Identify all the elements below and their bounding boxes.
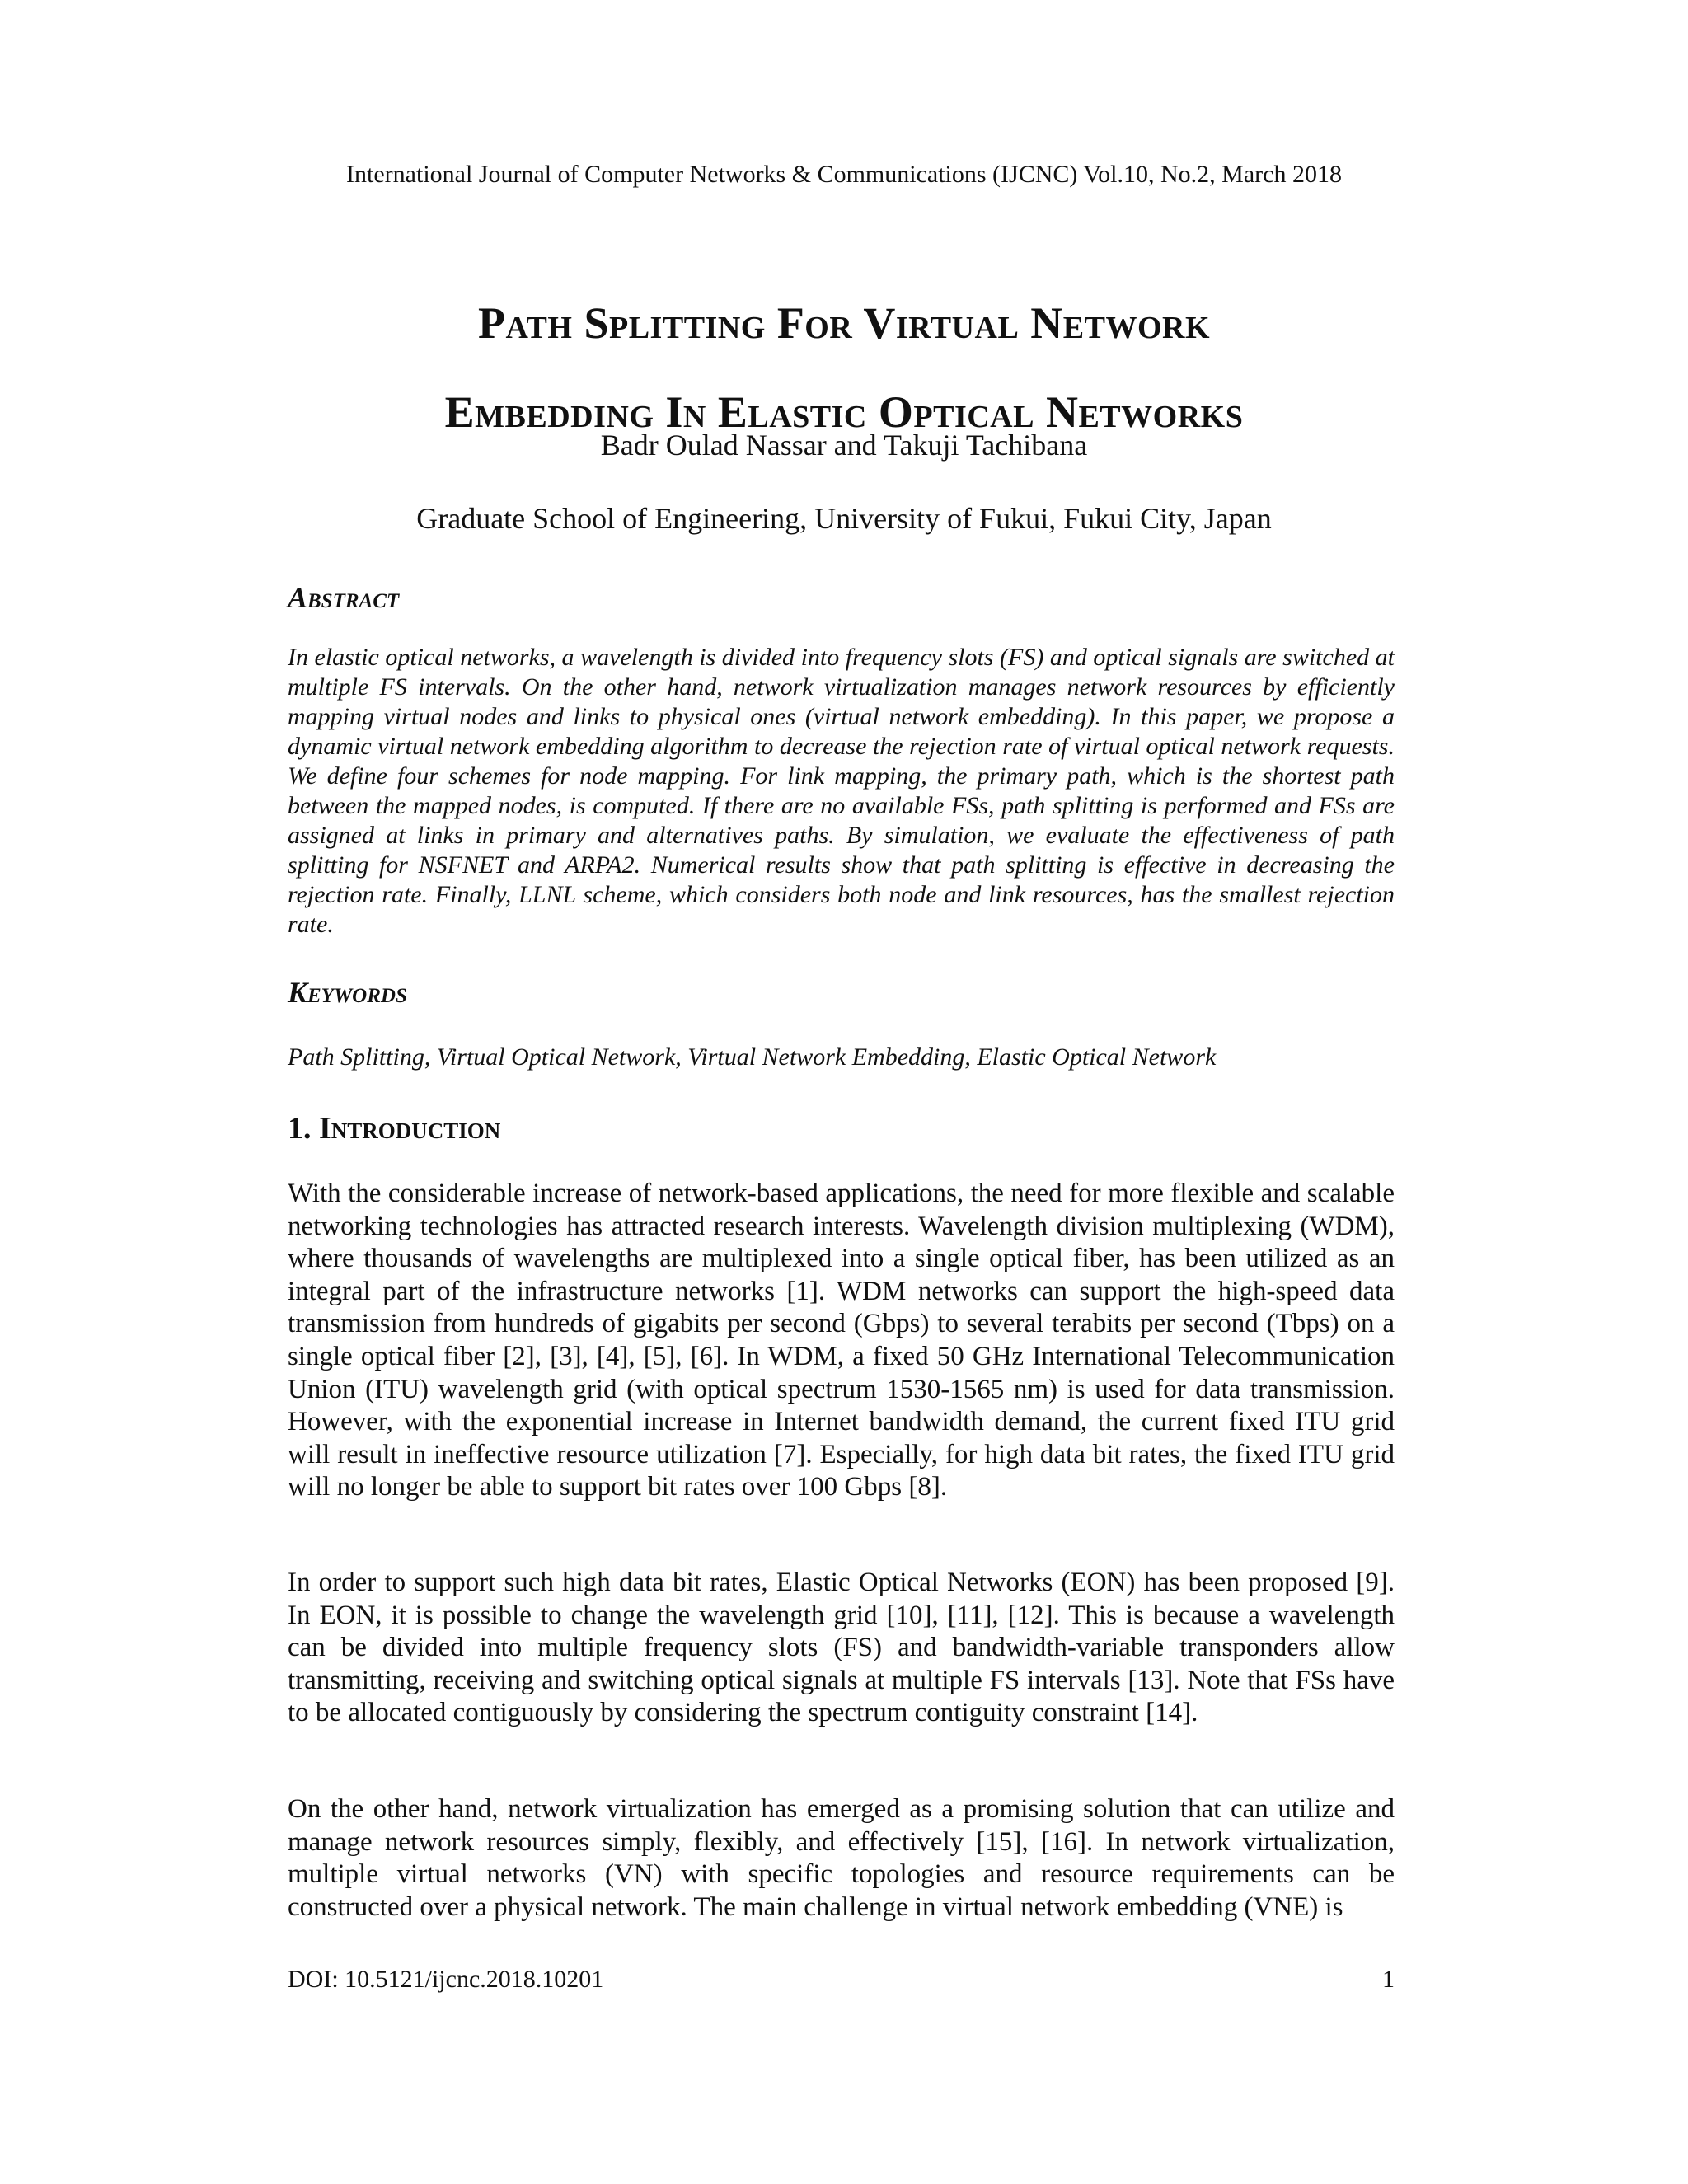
page-number: 1 (1382, 1966, 1395, 1993)
introduction-heading: 1. Introduction (288, 1111, 501, 1146)
title-line-1: Path Splitting For Virtual Network (477, 298, 1211, 348)
affiliation: Graduate School of Engineering, University of Fukui, Fukui City, Japan (416, 502, 1272, 535)
intro-paragraph-2: In order to support such high data bit rates, Elastic Optical Networks (EON) has been proposed [9]. In EON, it is possible to change the wavelength grid [10], [11], [12]. This is because a wavelength can be divided into multiple frequency slots (FS) and bandwidth-variable transponders allow transmitting, receiving and switching optical signals at multiple FS intervals [13]. Note that FSs have to be allocated contiguously by considering the spectrum contiguity constraint [14]. (288, 1568, 1395, 1728)
keywords-text: Path Splitting, Virtual Optical Network, Virtual Network Embedding, Elastic Optical Network (288, 1043, 1217, 1071)
abstract-text: In elastic optical networks, a wavelength is divided into frequency slots (FS) and optical signals are switched at multiple FS intervals. On the other hand, network virtualization manages network resources by efficiently mapping virtual nodes and links to physical ones (virtual network embedding). In this paper, we propose a dynamic virtual network embedding algorithm to decrease the rejection rate of virtual optical network requests. We define four schemes for node mapping. For link mapping, the primary path, which is the shortest path between the mapped nodes, is computed. If there are no available FSs, path splitting is performed and FSs are assigned at links in primary and alternatives paths. By simulation, we evaluate the effectiveness of path splitting for NSFNET and ARPA2. Numerical results show that path splitting is effective in decreasing the rejection rate. Finally, LLNL scheme, which considers both node and link resources, has the smallest rejection rate. (288, 644, 1395, 938)
page-footer (288, 1963, 1395, 1996)
doi-text: DOI: 10.5121/ijcnc.2018.10201 (288, 1966, 604, 1993)
intro-paragraph-1: With the considerable increase of network-based applications, the need for more flexible and scalable networking technologies has attracted research interests. Wavelength division multiplexing (WDM), where thousands of wavelengths are multiplexed into a single optical fiber, has been utilized as an integral part of the infrastructure networks [1]. WDM networks can support the high-speed data transmission from hundreds of gigabits per second (Gbps) to several terabits per second (Tbps) on a single optical fiber [2], [3], [4], [5], [6]. In WDM, a fixed 50 GHz International Telecommunication Union (ITU) wavelength grid (with optical spectrum 1530-1565 nm) is used for data transmission. However, with the exponential increase in Internet bandwidth demand, the current fixed ITU grid will result in ineffective resource utilization [7]. Especially, for high data bit rates, the fixed ITU grid will no longer be able to support bit rates over 100 Gbps [8]. (288, 1179, 1395, 1502)
running-header: International Journal of Computer Networks & Communications (IJCNC) Vol.10, No.2, March 2018 (346, 161, 1342, 188)
keywords-heading: Keywords (288, 976, 407, 1009)
abstract-heading: Abstract (288, 581, 400, 614)
intro-paragraph-3: On the other hand, network virtualization has emerged as a promising solution that can utilize and manage network resources simply, flexibly, and effectively [15], [16]. In network virtualization, multiple virtual networks (VN) with specific topologies and resource requirements can be constructed over a physical network. The main challenge in virtual network embedding (VNE) is (288, 1794, 1395, 1922)
authors: Badr Oulad Nassar and Takuji Tachibana (600, 429, 1088, 462)
title-line-2: Embedding In Elastic Optical Networks (444, 387, 1244, 437)
